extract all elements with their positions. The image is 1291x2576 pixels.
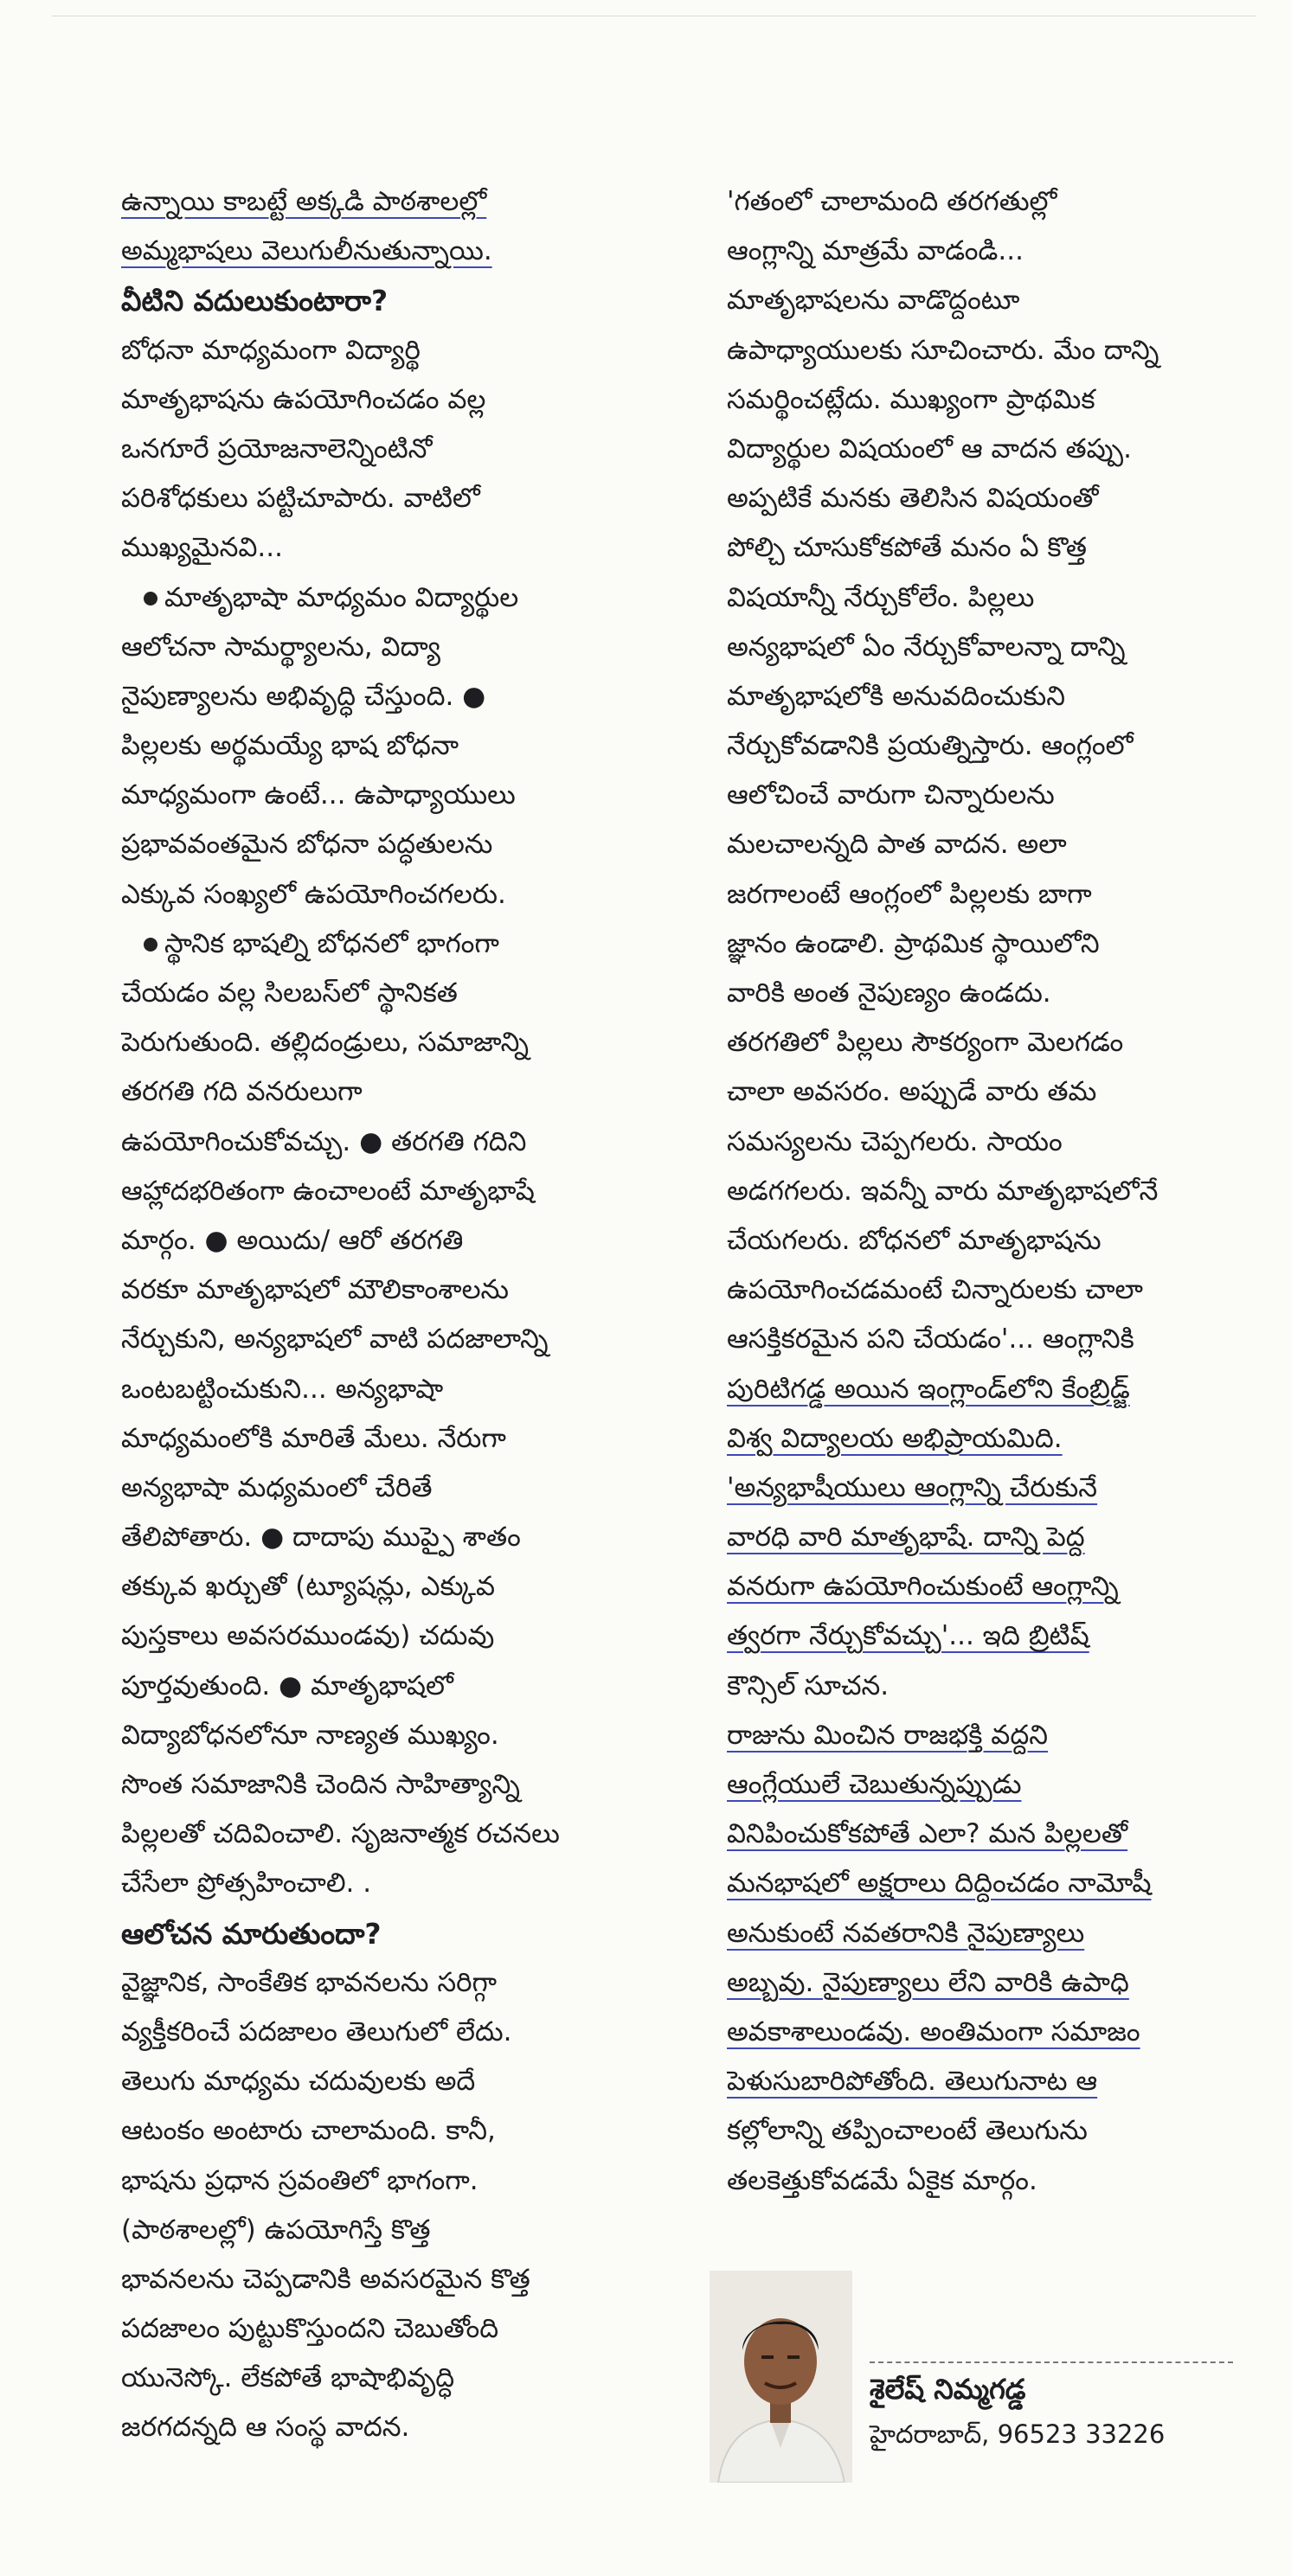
text-line	[727, 425, 1255, 474]
text-line	[121, 2106, 640, 2156]
text-line	[727, 1414, 1255, 1464]
author-photo	[710, 2271, 852, 2483]
text-line	[727, 1365, 1255, 1414]
text-line	[121, 1562, 640, 1612]
line-text: పిల్లలకు అర్థమయ్యే భాష బోధనా	[121, 730, 459, 762]
line-text: మాతృభాషలోకి అనువదించుకుని	[727, 680, 1065, 712]
line-text: ఆలోచన మారుతుందా?	[121, 1916, 382, 1951]
text-line	[727, 276, 1255, 325]
line-text: వీటిని వదులుకుంటారా?	[121, 284, 389, 318]
text-line	[727, 771, 1255, 820]
text-line	[121, 1711, 640, 1760]
line-text: ఉన్నాయి కాబట్టే అక్కడి పాఠశాలల్లో	[121, 186, 487, 217]
text-line	[121, 1464, 640, 1513]
text-line	[727, 2156, 1255, 2206]
text-line	[121, 1513, 640, 1562]
text-line	[727, 574, 1255, 623]
text-line	[121, 820, 640, 869]
line-text: తేలిపోతారు. ● దాదాపు ముప్పై శాతం	[121, 1522, 521, 1554]
line-text: అనుకుంటే నవతరానికి నైపుణ్యాలు	[727, 1917, 1085, 1949]
text-line	[121, 1266, 640, 1315]
line-text: అడగగలరు. ఇవన్నీ వారు మాతృభాషలోనే	[727, 1175, 1159, 1207]
line-text: పిల్లలతో చదివించాలి. సృజనాత్మక రచనలు	[121, 1818, 560, 1850]
line-text: పెరుగుతుంది. తల్లిదండ్రులు, సమాజాన్ని	[121, 1027, 529, 1059]
left-column	[121, 177, 640, 2453]
line-text: బోధనా మాధ్యమంగా విద్యార్థి	[121, 334, 421, 366]
text-line	[727, 1018, 1255, 1067]
line-text: 'గతంలో చాలామంది తరగతుల్లో	[727, 186, 1057, 217]
line-text: ఆలోచనా సామర్థ్యాలను, విద్యా	[121, 631, 440, 663]
text-line	[121, 1612, 640, 1661]
line-text: భాషను ప్రధాన స్రవంతిలో భాగంగా.	[121, 2164, 479, 2196]
text-line	[727, 2106, 1255, 2156]
text-line	[121, 771, 640, 820]
bullet-icon	[144, 592, 157, 606]
line-text: తరగతిలో పిల్లలు సౌకర్యంగా మెలగడం	[727, 1027, 1124, 1059]
byline-divider	[870, 2361, 1233, 2363]
text-line	[121, 1067, 640, 1117]
line-text: చాలా అవసరం. అప్పుడే వారు తమ	[727, 1076, 1097, 1108]
text-line	[727, 820, 1255, 869]
text-line	[727, 721, 1255, 771]
line-text: చేయగలరు. బోధనలో మాతృభాషను	[727, 1224, 1102, 1256]
line-text: తరగతి గది వనరులుగా	[121, 1076, 363, 1108]
text-line	[121, 1662, 640, 1711]
line-text: 'అన్యభాషీయులు ఆంగ్లాన్ని చేరుకునే	[727, 1471, 1098, 1503]
section-heading	[121, 276, 640, 325]
text-line	[727, 523, 1255, 573]
line-text: ఒంటబట్టించుకుని... అన్యభాషా	[121, 1373, 444, 1405]
line-text: నేర్చుకోవడానికి ప్రయత్నిస్తారు. ఆంగ్లంలో	[727, 730, 1134, 762]
text-line	[121, 326, 640, 375]
line-text: ఉపయోగించుకోవచ్చు. ● తరగతి గదిని	[121, 1125, 527, 1157]
line-text: ఉపాధ్యాయులకు సూచించారు. మేం దాన్ని	[727, 334, 1159, 366]
text-line	[121, 574, 640, 623]
line-text: విషయాన్నీ నేర్చుకోలేం. పిల్లలు	[727, 581, 1035, 613]
line-text: అన్యభాషా మధ్యమంలో చేరితే	[121, 1471, 433, 1503]
line-text: సొంత సమాజానికి చెందిన సాహిత్యాన్ని	[121, 1769, 520, 1800]
author-byline	[710, 2271, 1246, 2522]
text-line	[121, 1315, 640, 1364]
line-text: చేసేలా ప్రోత్సహించాలి. .	[121, 1868, 372, 1900]
text-line	[121, 1958, 640, 2008]
line-text: మాతృభాషను ఉపయోగించడం వల్ల	[121, 383, 486, 415]
text-line	[121, 969, 640, 1018]
text-line	[121, 1167, 640, 1216]
text-line	[727, 1118, 1255, 1167]
line-text: సమర్థించట్లేదు. ముఖ్యంగా ప్రాథమిక	[727, 383, 1095, 415]
line-text: వైజ్ఞానిక, సాంకేతిక భావనలను సరిగ్గా	[121, 1966, 498, 1998]
text-line	[121, 2255, 640, 2304]
line-text: ఉపయోగించడమంటే చిన్నారులకు చాలా	[727, 1274, 1143, 1306]
line-text: అమ్మభాషలు వెలుగులీనుతున్నాయి.	[121, 235, 492, 267]
line-text: వారికి అంత నైపుణ్యం ఉండదు.	[727, 977, 1051, 1009]
text-line	[121, 2304, 640, 2354]
text-line	[121, 523, 640, 573]
text-line	[727, 1958, 1255, 2008]
text-line	[727, 1612, 1255, 1661]
line-text: అన్యభాషలో ఏం నేర్చుకోవాలన్నా దాన్ని	[727, 631, 1126, 663]
line-text: రాజును మించిన రాజభక్తి వద్దని	[727, 1719, 1048, 1751]
text-line	[727, 870, 1255, 920]
text-line	[727, 1810, 1255, 1859]
author-location-phone: హైదరాబాద్, 96523 33226	[870, 2419, 1166, 2449]
line-text: తలకెత్తుకోవడమే ఏకైక మార్గం.	[727, 2164, 1037, 2196]
line-text: ఆహ్లాదభరితంగా ఉంచాలంటే మాతృభాషే	[121, 1175, 535, 1207]
line-text: జరగదన్నది ఆ సంస్థ వాదన.	[121, 2412, 410, 2444]
line-text: చేయడం వల్ల సిలబస్‌లో స్థానికత	[121, 977, 458, 1009]
line-text: అవకాశాలుండవు. అంతిమంగా సమాజం	[727, 2015, 1140, 2047]
line-text: వినిపించుకోకపోతే ఎలా? మన పిల్లలతో	[727, 1818, 1128, 1850]
text-line	[727, 1067, 1255, 1117]
line-text: ఒనగూరే ప్రయోజనాలెన్నింటినో	[121, 433, 433, 465]
text-line	[727, 1662, 1255, 1711]
line-text: నేర్చుకుని, అన్యభాషలో వాటి పదజాలాన్ని	[121, 1323, 549, 1355]
text-line	[121, 1414, 640, 1464]
text-line	[121, 2354, 640, 2403]
text-line	[727, 1760, 1255, 1810]
text-line	[727, 1464, 1255, 1513]
text-line	[727, 1909, 1255, 1958]
text-line	[121, 1118, 640, 1167]
text-line	[121, 1365, 640, 1414]
text-line	[727, 1562, 1255, 1612]
text-line	[727, 1711, 1255, 1760]
text-line	[121, 1018, 640, 1067]
line-text: వ్యక్తీకరించే పదజాలం తెలుగులో లేదు.	[121, 2015, 512, 2047]
line-text: వారధి వారి మాతృభాషే. దాన్ని పెద్ద	[727, 1522, 1085, 1554]
line-text: వరకూ మాతృభాషలో మౌలికాంశాలను	[121, 1274, 510, 1306]
text-line	[727, 920, 1255, 969]
text-line	[727, 672, 1255, 721]
line-text: విద్యాబోధనలోనూ నాణ్యత ముఖ్యం.	[121, 1719, 499, 1751]
line-text: త్వరగా నేర్చుకోవచ్చు'... ఇది బ్రిటిష్	[727, 1620, 1089, 1652]
text-line	[121, 721, 640, 771]
text-line	[727, 227, 1255, 276]
line-text: జరగాలంటే ఆంగ్లంలో పిల్లలకు బాగా	[727, 878, 1092, 910]
line-text: ముఖ్యమైనవి...	[121, 532, 283, 564]
text-line	[121, 2008, 640, 2057]
bullet-icon	[144, 938, 157, 952]
text-line	[121, 1859, 640, 1908]
text-line	[121, 227, 640, 276]
line-text: పోల్చి చూసుకోకపోతే మనం ఏ కొత్త	[727, 532, 1088, 564]
text-line	[121, 1760, 640, 1810]
line-text: ఆలోచించే వారుగా చిన్నారులను	[727, 779, 1055, 811]
line-text: మనభాషలో అక్షరాలు దిద్దించడం నామోషీ	[727, 1868, 1152, 1900]
line-text: (పాఠశాలల్లో) ఉపయోగిస్తే కొత్త	[121, 2214, 431, 2246]
text-line	[727, 1216, 1255, 1266]
line-text: పురిటిగడ్డ అయిన ఇంగ్లాండ్‌లోని కేంబ్రిడ్జ్	[727, 1373, 1130, 1405]
text-line	[121, 920, 640, 969]
text-line	[121, 2057, 640, 2106]
line-text: పూర్తవుతుంది. ● మాతృభాషలో	[121, 1669, 453, 1701]
text-line	[121, 870, 640, 920]
text-line	[121, 1216, 640, 1266]
text-line	[121, 1810, 640, 1859]
line-text: భావనలను చెప్పడానికి అవసరమైన కొత్త	[121, 2263, 530, 2295]
text-line	[121, 623, 640, 672]
line-text: స్థానిక భాషల్ని బోధనలో భాగంగా	[164, 927, 499, 959]
text-line	[121, 2403, 640, 2452]
text-line	[727, 1513, 1255, 1562]
line-text: మాధ్యమంలోకి మారితే మేలు. నేరుగా	[121, 1422, 506, 1454]
text-line	[727, 474, 1255, 523]
section-heading	[121, 1909, 640, 1958]
line-text: మాధ్యమంగా ఉంటే... ఉపాధ్యాయులు	[121, 779, 516, 811]
text-line	[727, 2057, 1255, 2106]
text-line	[121, 2206, 640, 2255]
line-text: పుస్తకాలు అవసరముండవు) చదువు	[121, 1620, 495, 1652]
line-text: మాతృభాషలను వాడొద్దంటూ	[727, 285, 1020, 317]
line-text: నైపుణ్యాలను అభివృద్ధి చేస్తుంది. ●	[121, 680, 486, 712]
line-text: యునెస్కో. లేకపోతే భాషాభివృద్ధి	[121, 2362, 455, 2394]
text-line	[121, 672, 640, 721]
text-line	[121, 375, 640, 425]
line-text: మార్గం. ● అయిదు/ ఆరో తరగతి	[121, 1224, 464, 1256]
line-text: విశ్వ విద్యాలయ అభిప్రాయమిది.	[727, 1422, 1063, 1454]
author-name: శైలేష్ నిమ్మగడ్డ	[870, 2373, 1026, 2406]
line-text: ఆటంకం అంటారు చాలామంది. కానీ,	[121, 2115, 496, 2147]
line-text: విద్యార్థుల విషయంలో ఆ వాదన తప్పు.	[727, 433, 1132, 465]
line-text: మాతృభాషా మాధ్యమం విద్యార్థుల	[164, 581, 519, 613]
line-text: పరిశోధకులు పట్టిచూపారు. వాటిలో	[121, 483, 480, 515]
line-text: ఆంగ్లాన్ని మాత్రమే వాడండి...	[727, 235, 1024, 267]
text-line	[121, 177, 640, 227]
text-line	[121, 474, 640, 523]
line-text: జ్ఞానం ఉండాలి. ప్రాథమిక స్థాయిలోని	[727, 927, 1100, 959]
text-line	[121, 2156, 640, 2206]
line-text: అప్పటికే మనకు తెలిసిన విషయంతో	[727, 483, 1099, 515]
text-line	[727, 1266, 1255, 1315]
text-line	[727, 1167, 1255, 1216]
text-line	[727, 326, 1255, 375]
text-line	[121, 425, 640, 474]
text-line	[727, 177, 1255, 227]
text-line	[727, 375, 1255, 425]
line-text: కల్లోలాన్ని తప్పించాలంటే తెలుగును	[727, 2115, 1088, 2147]
line-text: మలచాలన్నది పాత వాదన. అలా	[727, 829, 1067, 861]
line-text: ఎక్కువ సంఖ్యలో ఉపయోగించగలరు.	[121, 878, 506, 910]
line-text: అబ్బవు. నైపుణ్యాలు లేని వారికి ఉపాధి	[727, 1966, 1129, 1998]
text-line	[727, 623, 1255, 672]
text-line	[727, 2008, 1255, 2057]
line-text: పదజాలం పుట్టుకొస్తుందని చెబుతోంది	[121, 2313, 499, 2345]
text-line	[727, 969, 1255, 1018]
line-text: తక్కువ ఖర్చుతో (ట్యూషన్లు, ఎక్కువ	[121, 1571, 496, 1603]
line-text: సమస్యలను చెప్పగలరు. సాయం	[727, 1125, 1063, 1157]
line-text: ప్రభావవంతమైన బోధనా పద్ధతులను	[121, 829, 493, 861]
right-column	[727, 177, 1255, 2206]
line-text: తెలుగు మాధ్యమ చదువులకు అదే	[121, 2066, 476, 2098]
line-text: కౌన్సిల్ సూచన.	[727, 1669, 890, 1701]
line-text: ఆంగ్లేయులే చెబుతున్నప్పుడు	[727, 1769, 1022, 1800]
text-line	[727, 1315, 1255, 1364]
text-line	[727, 1859, 1255, 1908]
line-text: ఆసక్తికరమైన పని చేయడం'... ఆంగ్లానికి	[727, 1323, 1134, 1355]
line-text: పెళుసుబారిపోతోంది. తెలుగునాట ఆ	[727, 2066, 1098, 2098]
line-text: వనరుగా ఉపయోగించుకుంటే ఆంగ్లాన్ని	[727, 1571, 1119, 1603]
